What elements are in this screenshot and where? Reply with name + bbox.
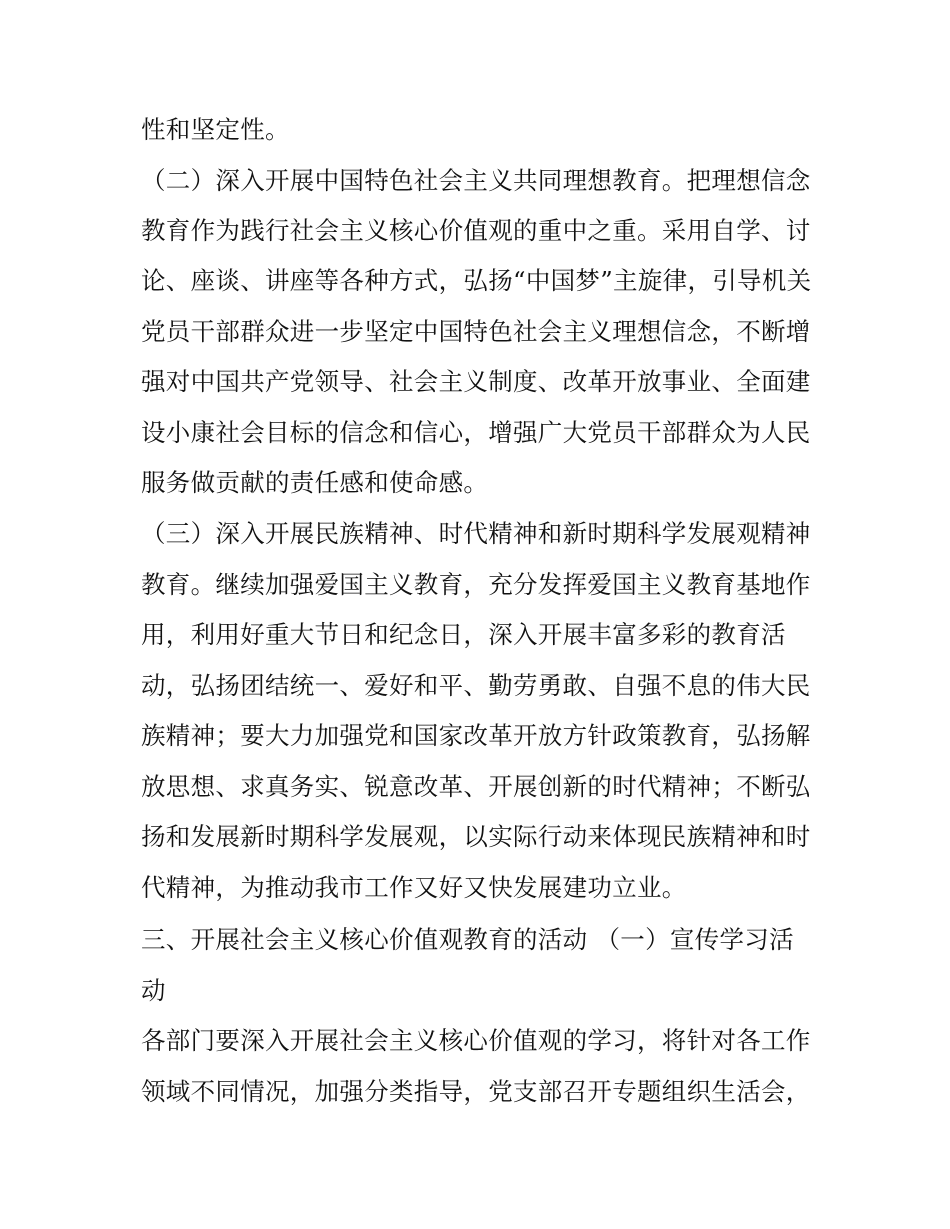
text-line: 性和坚定性。 — [141, 115, 290, 144]
text-line: 扬和发展新时期科学发展观，以实际行动来体现民族精神和时 — [141, 822, 811, 851]
text-line: 党员干部群众进一步坚定中国特色社会主义理想信念，不断增 — [141, 317, 811, 346]
text-line: 论、座谈、讲座等各种方式，弘扬“中国梦”主旋律，引导机关 — [141, 266, 812, 295]
text-line: 各部门要深入开展社会主义核心价值观的学习，将针对各工作 — [141, 1026, 811, 1055]
text-line: 强对中国共产党领导、社会主义制度、改革开放事业、全面建 — [141, 367, 811, 396]
text-line: 教育作为践行社会主义核心价值观的重中之重。采用自学、讨 — [141, 216, 811, 245]
text-line: 用，利用好重大节日和纪念日，深入开展丰富多彩的教育活 — [141, 620, 786, 649]
text-line: 服务做贡献的责任感和使命感。 — [141, 468, 489, 497]
text-line: 三、开展社会主义核心价值观教育的活动 （一）宣传学习活 — [141, 925, 794, 954]
text-line: （二）深入开展中国特色社会主义共同理想教育。把理想信念 — [141, 166, 811, 195]
text-line: 代精神，为推动我市工作又好又快发展建功立业。 — [141, 873, 687, 902]
text-line: 动，弘扬团结统一、爱好和平、勤劳勇敢、自强不息的伟大民 — [141, 671, 811, 700]
text-line: 设小康社会目标的信念和信心，增强广大党员干部群众为人民 — [141, 418, 811, 447]
text-line: 领域不同情况，加强分类指导，党支部召开专题组织生活会， — [141, 1077, 811, 1106]
text-line: 教育。继续加强爱国主义教育，充分发挥爱国主义教育基地作 — [141, 570, 811, 599]
text-line: 族精神；要大力加强党和国家改革开放方针政策教育，弘扬解 — [141, 721, 811, 750]
text-line: 动 — [141, 976, 166, 1005]
text-line: （三）深入开展民族精神、时代精神和新时期科学发展观精神 — [141, 519, 811, 548]
text-line: 放思想、求真务实、锐意改革、开展创新的时代精神；不断弘 — [141, 772, 811, 801]
